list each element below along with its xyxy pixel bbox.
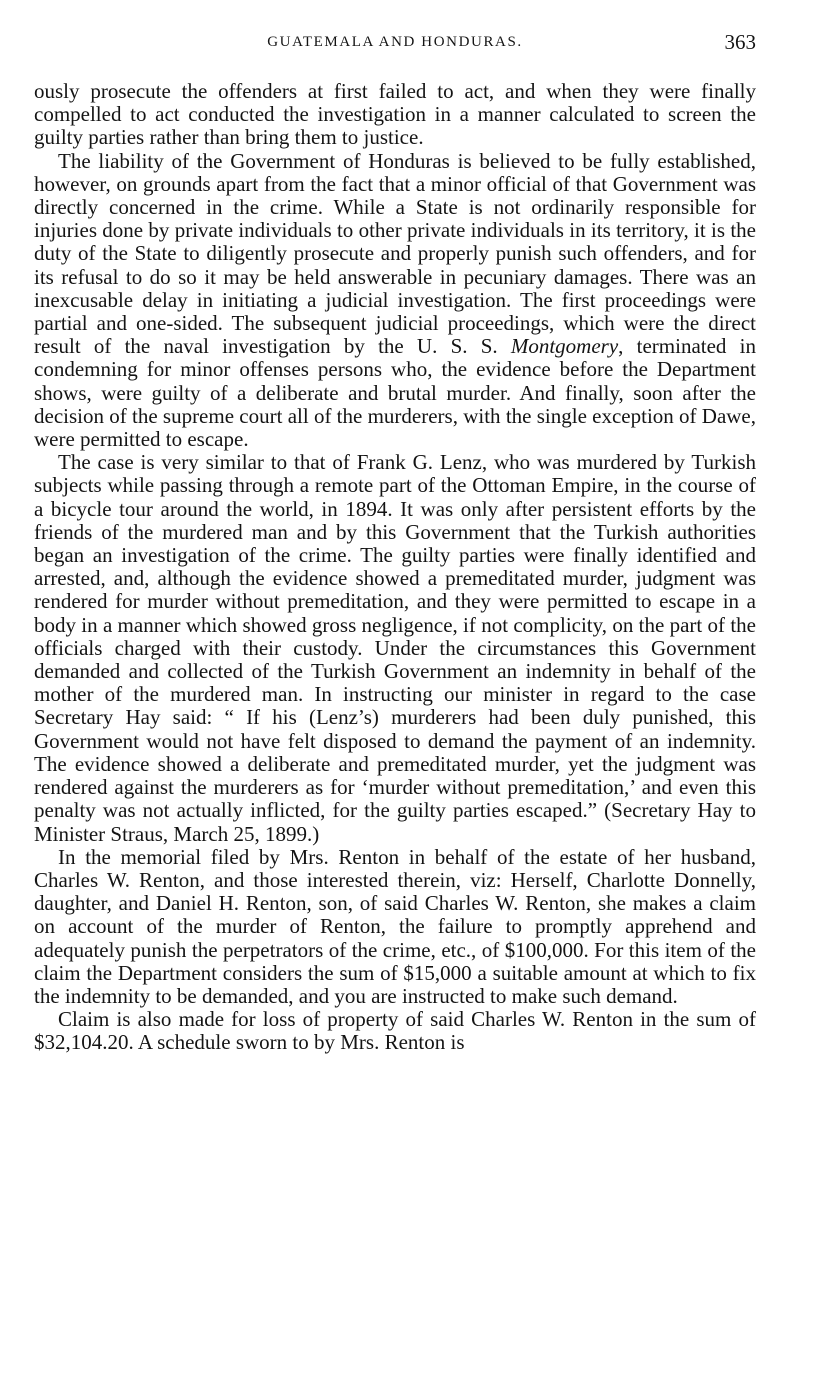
paragraph-property-claim: Claim is also made for loss of property of said Charles W. Renton in the sum of $32,104.20. A schedule sworn to by Mrs. Renton is <box>34 1007 756 1055</box>
ship-name: Montgomery <box>510 334 619 359</box>
running-title: GUATEMALA AND HONDURAS. <box>267 34 523 50</box>
page-number: 363 <box>724 30 756 54</box>
document-page <box>34 30 756 1055</box>
running-header <box>34 30 756 60</box>
body-text <box>34 80 756 1055</box>
paragraph-liability <box>34 150 756 452</box>
paragraph-liability-part-1: The liability of the Government of Honduras is believed to be fully established, however, on grounds apart from the fact that a minor official of that Government was directly concerned in the crime. While a State is not ordinarily responsible for injuries done by private individuals to other private individuals in its territory, it is the duty of the State to diligently prosecute and properly punish such offenders, and for its refusal to do so it may be held answerable in pecuniary damages. There was an inexcusable delay in initiating a judicial investigation. The first proceedings were partial and one-sided. The subsequent judicial proceedings, which were the direct result of the naval investigation by the U. S. S. <box>34 148 756 359</box>
paragraph-lenz-case: The case is very similar to that of Frank G. Lenz, who was murdered by Turkish subjects while passing through a remote part of the Ottoman Empire, in the course of a bicycle tour around the world, in 1894. It was only after persistent efforts by the friends of the murdered man and by this Government that the Turkish authorities began an investigation of the crime. The guilty parties were finally identified and arrested, and, although the evidence showed a premeditated murder, judgment was rendered for murder without premeditation, and they were permitted to escape in a body in a manner which showed gross negligence, if not complicity, on the part of the officials charged with their custody. Under the circumstances this Government demanded and collected of the Turkish Government an indemnity in behalf of the mother of the murdered man. In instructing our minister in regard to the case Secretary Hay said: “ If his (Lenz’s) murderers had been duly punished, this Government would not have felt disposed to demand the payment of an indemnity. The evidence showed a deliberate and premeditated murder, yet the judgment was rendered against the murderers as for ‘murder without premeditation,’ and even this penalty was not actually inflicted, for the guilty parties escaped.” (Secretary Hay to Minister Straus, March 25, 1899.) <box>34 450 756 846</box>
paragraph-continuation: ously prosecute the offenders at first failed to act, and when they were finally compelled to act conducted the investigation in a manner calculated to screen the guilty parties rather than bring them to justice. <box>34 79 756 150</box>
paragraph-memorial: In the memorial filed by Mrs. Renton in behalf of the estate of her husband, Charles W. Renton, and those interested therein, viz: Herself, Charlotte Donnelly, daughter, and Daniel H. Renton, son, of said Charles W. Renton, she makes a claim on account of the murder of Renton, the failure to promptly apprehend and adequately punish the perpetrators of the crime, etc., of $100,000. For this item of the claim the Department considers the sum of $15,000 a suitable amount at which to fix the indemnity to be demanded, and you are instructed to make such demand. <box>34 844 756 1008</box>
paragraph-liability-part-2: , terminated in condemning for minor offenses persons who, the evidence before the Department shows, were guilty of a deliberate and brutal murder. And finally, soon after the decision of the supreme court all of the murderers, with the single exception of Dawe, were permitted to escape. <box>34 334 756 452</box>
